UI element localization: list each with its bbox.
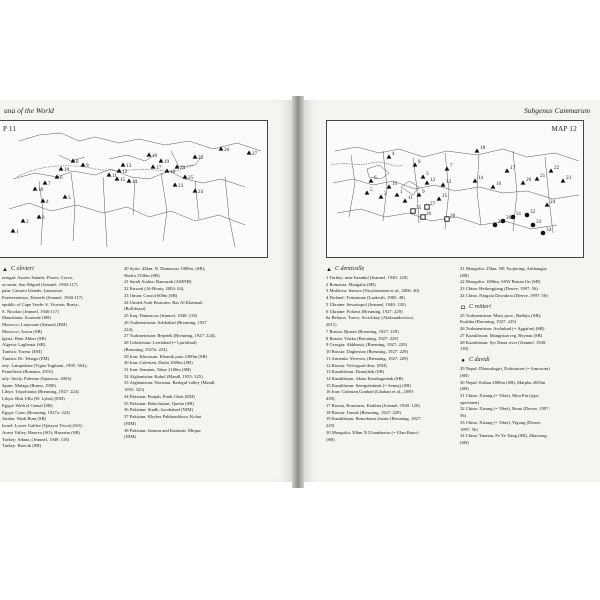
locality-entry: 28 Uzbekistan: Lerifabad (= Ljarfabad) xyxy=(124,340,197,346)
square-marker xyxy=(445,217,449,221)
triangle-marker xyxy=(33,186,38,190)
map-number-label: 33 xyxy=(536,219,542,225)
map-number-label: 3 xyxy=(426,171,429,177)
locality-entry: (SB) xyxy=(460,372,469,378)
locality-entry: 2011) xyxy=(326,322,337,328)
circle-marker xyxy=(525,213,530,218)
locality-list xyxy=(2,275,118,449)
map-number-label: 16 xyxy=(152,153,158,159)
triangle-marker xyxy=(43,180,48,184)
map-number-label: 6 xyxy=(60,175,63,181)
locality-entry: Arava Valley, Hazeva (SO); Hazerim (SB) xyxy=(2,429,80,435)
locality-entry: (SB) xyxy=(460,272,469,278)
circle-marker xyxy=(531,223,536,228)
locality-entry: 4 Finland: Tvärminne (Laakvalt, 1985: 48) xyxy=(326,295,405,301)
locality-list xyxy=(460,366,586,446)
locality-entry: Turkey: Adana, (Jeannel, 1940: 118) xyxy=(2,436,70,442)
triangle-marker xyxy=(365,190,370,194)
triangle-marker xyxy=(193,188,198,192)
triangle-marker xyxy=(441,182,446,186)
map-number-label: 14 xyxy=(478,175,484,181)
map-number-label: 17 xyxy=(156,165,162,171)
map-number-label: 12 xyxy=(122,169,128,175)
locality-entry: Jordan: Wadi Rum (SB) xyxy=(2,416,47,422)
circle-marker xyxy=(541,231,546,236)
locality-entry: specimen) xyxy=(460,399,479,405)
locality-entry: 17 Russia, Bouriazia, Kiakhta (Jeannel, 1940: 120) xyxy=(326,402,420,408)
map-number-label: 10 xyxy=(38,187,44,193)
map-number-label: 15 xyxy=(120,177,126,183)
locality-entry: 13 Kazakhstan: Dzanybek (SB) xyxy=(326,369,385,375)
map-number-label: 31 xyxy=(516,211,522,217)
circle-marker xyxy=(493,223,498,228)
triangle-marker xyxy=(173,182,178,186)
map-title-right: MAP 12 xyxy=(551,125,577,133)
distribution-map-right xyxy=(326,120,584,258)
map-number-label: 2 xyxy=(384,191,387,197)
locality-entry: 1955: 325) xyxy=(124,387,145,393)
map-number-label: 7 xyxy=(450,163,453,169)
map-number-label: 17 xyxy=(510,165,516,171)
locality-entry: 1 Turkey: near Istanbul (Jeannel, 1940: 120) xyxy=(326,275,408,280)
triangle-marker xyxy=(437,196,442,200)
map-number-label: 27 xyxy=(252,151,258,157)
locality-entry: Egypt: Wadi el Gemal (SB) xyxy=(2,402,53,408)
locality-entry: 5 Ukraine: Sevastopol (Jeannel, 1940: 120) xyxy=(326,301,406,307)
map-number-label: 22 xyxy=(554,165,560,171)
triangle-marker xyxy=(387,184,392,188)
locality-entry: 33 Afghanistan: Noristan, Barbgul valley (Mandl, xyxy=(124,380,216,386)
locality-entry: 24 United Arab Emirates: Ras Al Khaimah xyxy=(124,299,203,305)
map-number-label: 34 xyxy=(546,227,552,233)
triangle-marker xyxy=(521,180,526,184)
locality-entry: 21 Mongolia: 25km. NE Tsojtering, Arkhangay xyxy=(460,266,547,271)
map-number-label: 5 xyxy=(68,195,71,201)
locality-entry: 18 Russia: Tomsk (Breuning, 1927: 229) xyxy=(326,409,401,415)
triangle-marker xyxy=(107,172,112,176)
map-number-label: 11 xyxy=(408,195,413,201)
locality-entry: 2 Romania: Mangalia (SB) xyxy=(326,281,376,287)
left-page xyxy=(0,100,292,482)
locality-entry: 11 Armenia: Yerevan, (Breuning, 1927: 229) xyxy=(326,355,408,361)
map-number-label: 9 xyxy=(86,163,89,169)
triangle-markers-left xyxy=(11,146,252,232)
locality-entry: 229) xyxy=(326,423,335,429)
locality-entry: 38 Pakistan: Jammu and Kashmir, Mirpur xyxy=(124,427,201,433)
triangle-marker xyxy=(127,178,132,182)
map-number-label: 14 xyxy=(132,179,138,185)
locality-entry: (Bollifuzzi) xyxy=(124,306,146,312)
triangle-marker xyxy=(395,192,400,196)
species-name: C reitteri xyxy=(469,303,491,310)
map-number-label: 20 xyxy=(526,177,532,183)
map-number-label: 26 xyxy=(224,147,230,153)
species-heading-reitteri xyxy=(460,305,586,311)
map-number-label: 29 xyxy=(498,219,504,225)
triangle-marker xyxy=(11,228,16,232)
map-number-label: 1 xyxy=(400,189,403,195)
triangle-marker xyxy=(421,174,426,178)
locality-entry: Mauritania: Zouerate (SB) xyxy=(2,315,51,321)
map-left-svg xyxy=(0,121,267,257)
locality-entry: Sbeifa 1336m (SB) xyxy=(124,272,160,278)
locality-entry: 14 Kazakhstan: Aktau Kasrkugemak (SB) xyxy=(326,376,404,382)
locality-entry: 35 Pakistan: Balochistan, Quetta (SB) xyxy=(124,400,194,406)
locality-entry: 22 Mongolia: 1006m, SSW Bairan Un (SB) xyxy=(460,279,541,285)
locality-entry: 10 Russia: Daghestan (Breuning, 1927: 229) xyxy=(326,349,408,355)
locality-list xyxy=(460,313,586,353)
map-number-label: 12 xyxy=(430,177,436,183)
locality-entry: 6a Belarus: Turov; Arcichkey (Aleksandrowicz, xyxy=(326,315,414,321)
triangle-marker xyxy=(63,194,68,198)
map-number-label: 21 xyxy=(540,173,546,179)
triangle-marker xyxy=(505,168,510,172)
locality-entry: 12 Russia: Volvograd distr. (EM) xyxy=(326,362,387,368)
locality-entry: (Breuning, 1927a: 224) xyxy=(124,346,167,352)
locality-entry: Turkey: Birecik (SB) xyxy=(2,443,41,449)
locality-entry: 33 China: Xizang (= Tibet), Yigong (Deuve, xyxy=(460,419,542,425)
map-number-label: 26 xyxy=(426,211,432,217)
triangle-icon: ▲ xyxy=(2,267,8,273)
text-columns-left xyxy=(0,266,292,482)
locality-entry: 7 Russia: Rjasan (Breuning, 1927: 229) xyxy=(326,328,399,334)
triangle-marker xyxy=(545,202,550,206)
locality-list xyxy=(326,275,444,442)
locality-list xyxy=(460,266,586,299)
locality-entry: 8 Russia: Viatka (Breuning, 1927: 229) xyxy=(326,335,399,341)
column-2-left xyxy=(124,266,248,441)
map-number-label: 22 xyxy=(198,155,204,161)
map-number-label: 11 xyxy=(112,173,117,179)
map-number-label: 25 xyxy=(416,205,422,211)
column-2-right xyxy=(460,266,586,447)
locality-entry: 28 Kazakhstan: Syr Daria river (Jeannel, 1940: xyxy=(460,339,547,345)
locality-entry: 25 Iraq: Damascus (Jeannel, 1940: 118) xyxy=(124,313,198,319)
triangle-marker xyxy=(491,184,496,188)
locality-entry: Fuerteventura; Tenerife (Jeannel, 1940:117) xyxy=(2,295,83,301)
map-number-label: 18 xyxy=(480,145,486,151)
locality-entry: (SB) xyxy=(326,436,335,442)
locality-entry: taly: Lampedusa (Vigna Taglianti, 1995: 564); xyxy=(2,362,88,368)
locality-entry: 30 Nepal: Kaban 2800m (SB), Marpha 2650m xyxy=(460,379,546,385)
square-marker xyxy=(425,205,429,209)
locality-entry: Morocco: Azrou (SB) xyxy=(2,328,43,334)
map-number-label: 13 xyxy=(446,179,452,185)
triangle-marker xyxy=(561,178,566,182)
circle-marker xyxy=(511,215,516,220)
locality-entry: taly: Sicily, Palermo (Sparacio, 2003) xyxy=(2,376,72,382)
locality-entry: 36 Pakistan: Sindh, Jacobabad (NIM) xyxy=(124,407,194,413)
locality-entry: 9 Georgia: Akhhasia, (Breuning, 1927: 229) xyxy=(326,342,407,348)
right-page xyxy=(304,100,600,482)
triangle-marker xyxy=(147,152,152,156)
locality-entry: pain: Canario Islands: Lanzarote; xyxy=(2,288,64,294)
map-number-label: 8 xyxy=(418,159,421,165)
book-gutter xyxy=(292,96,304,488)
map-number-label: 18 xyxy=(170,169,176,175)
locality-entry: 34 China: Yunnan, Pe Ye Tsing (SB), Zhaotong xyxy=(460,433,547,439)
locality-entry: 26 Turkmenistan: Ashkabad (Breuning, 1927 xyxy=(124,319,207,325)
map-number-label: 7 xyxy=(48,181,51,187)
locality-entry: 23 Oman: Carool 600m (SB) xyxy=(124,292,178,298)
locality-entry: 24 China: Ningxia Dawukou (Deuve, 1997: 56) xyxy=(460,292,548,298)
triangle-marker xyxy=(379,194,384,198)
species-name: C denticolle xyxy=(335,266,365,273)
locality-entry: 56) xyxy=(460,413,467,419)
map-right-svg xyxy=(327,121,583,257)
locality-entry: Spain: Malaga (Bruno, 1990) xyxy=(2,382,56,388)
locality-entry: 16 Iran: Golestan Gonbad (Ghahari et al., 2009: xyxy=(326,389,414,395)
map-number-label: 28 xyxy=(450,213,456,219)
locality-entry: 21 Saudi Arabia: Ramazah (AMNH) xyxy=(124,279,192,285)
map-number-label: 19 xyxy=(164,159,170,165)
locality-entry: Kushka (Breuning, 1927: 225) xyxy=(460,319,517,325)
locality-entry: 22 Kuwait (Al-Houty, 2004: 62), xyxy=(124,286,185,292)
text-columns-right xyxy=(304,266,600,482)
triangle-marker xyxy=(403,198,408,202)
locality-entry: 224), xyxy=(124,326,134,332)
map-number-label: 4 xyxy=(392,151,395,157)
locality-entry: 29 Nepal: Dhawalagiri, Dohsonton (= Jomosom) xyxy=(460,366,550,372)
triangle-marker xyxy=(473,178,478,182)
triangle-marker xyxy=(425,180,430,184)
locality-entry: 27 Kazakhstan: Mangistau reg. Beynau (SB) xyxy=(460,332,543,338)
triangle-marker xyxy=(369,178,374,182)
species-heading-davidi xyxy=(460,358,586,364)
running-head-left: una of the World xyxy=(4,106,54,115)
map-number-label: 20 xyxy=(180,165,186,171)
locality-entry: Algeria: Laghouat (SB) xyxy=(2,342,46,348)
locality-entry: 27 Turkmenistan: Repetek (Breuning, 1927: 224), xyxy=(124,333,216,339)
map-number-label: 25 xyxy=(188,175,194,181)
species-heading-denticolle xyxy=(326,267,444,273)
locality-entry: Egypt: Cairo (Breuning, 1927a: 224) xyxy=(2,409,70,415)
triangle-marker xyxy=(165,168,170,172)
triangle-marker xyxy=(71,158,76,162)
map-number-label: 24 xyxy=(550,199,556,205)
triangle-marker xyxy=(121,162,126,166)
locality-entry: orcarim; San Miguel (Jeannel, 1940:117) xyxy=(2,281,78,287)
square-marker xyxy=(421,215,425,219)
circle-icon: ● xyxy=(461,358,465,365)
triangle-icon: ▲ xyxy=(326,267,332,273)
locality-entry: 19 Kazakhstan: Bomoleum chains (Breuning, 1927: xyxy=(326,416,422,422)
triangle-marker xyxy=(475,148,480,152)
triangle-marker xyxy=(549,168,554,172)
map-number-label: 16 xyxy=(496,181,502,187)
locality-entry: S. Nicolao (Jeannel, 1940:117) xyxy=(2,308,59,314)
triangle-marker xyxy=(445,166,450,170)
triangle-marker xyxy=(247,150,252,154)
running-head-right: Subgenus Cammarum xyxy=(523,106,590,115)
locality-entry: Israel: Lower Galilee (Qatayat Tivon) (SO); xyxy=(2,423,83,429)
map-title-left: P 11 xyxy=(3,125,17,133)
map-number-label: 15 xyxy=(442,193,448,199)
locality-entry: Tunisia: Tozeur (EM) xyxy=(2,349,42,355)
species-name: C olivieri xyxy=(11,266,34,273)
locality-entry: Pantelleria (Romano, 2010) xyxy=(2,369,53,375)
map-number-label: 10 xyxy=(64,167,70,173)
map-number-label: 27 xyxy=(430,201,436,207)
triangle-marker xyxy=(183,174,188,178)
locality-entry: 118) xyxy=(460,346,469,352)
map-number-label: 6 xyxy=(374,175,377,181)
locality-entry: 37 Pakistan: Khyber Pakhtunkhwa, Kohat xyxy=(124,414,202,420)
locality-entry: 32 Afghanistan: Kabul (Mandl, 1955: 325) xyxy=(124,373,203,379)
map-number-label: 3 xyxy=(42,215,45,221)
locality-entry: Libya: Tripolitania (Breuning, 1927: 224) xyxy=(2,389,79,395)
map-labels-left xyxy=(16,147,258,235)
map-number-label: 9 xyxy=(422,189,425,195)
locality-entry: epublic of Cape Verde: S. Vicente; Brava; xyxy=(2,301,79,307)
locality-entry: 439), xyxy=(326,396,336,402)
locality-entry: 30 Iran: Golestan, Dasht 1000m (SB) xyxy=(124,360,193,366)
locality-entry: 34 Pakistan: Punjab, Pindi Gheb (EM) xyxy=(124,393,195,399)
triangle-marker xyxy=(59,166,64,170)
locality-entry: ortugal: Azores Islands: Flores; Corvo, xyxy=(2,275,74,280)
locality-entry: Libya: Bitit Ullu (W. Lybia) (EM) xyxy=(2,396,65,402)
locality-entry: 6 Ukraine: Poltava (Breuning, 1927: 229) xyxy=(326,308,403,314)
locality-entry: Morocco: Laayoune (Sahara) (EM) xyxy=(2,322,67,328)
triangle-marker xyxy=(535,176,540,180)
square-icon: ◘ xyxy=(461,304,465,311)
locality-entry: (SB) xyxy=(460,440,469,446)
locality-entry: Tunisia: Dr. Tebaga (EM) xyxy=(2,355,50,361)
map-labels-right xyxy=(370,145,572,233)
map-number-label: 23 xyxy=(566,175,572,181)
locality-entry: (NIM) xyxy=(124,434,136,440)
map-number-label: 24 xyxy=(198,189,204,195)
locality-entry: 29 Iran: Khorasan, Khamik pass 2300m (SB) xyxy=(124,353,208,359)
triangle-marker xyxy=(81,162,86,166)
locality-entry: 31 China: Xizang (= Tibet), Mou Pin (type xyxy=(460,393,539,399)
locality-entry: 23 China: Heilongjiang (Deuve, 1997: 56) xyxy=(460,286,538,292)
locality-entry: 20 Syria: 42km. N. Damascus 1000m. (SB); xyxy=(124,266,206,271)
triangle-marker xyxy=(219,146,224,150)
map-number-label: 2 xyxy=(26,219,29,225)
map-number-label: 4 xyxy=(46,199,49,205)
locality-entry: (SB) xyxy=(460,386,469,392)
map-number-label: 8 xyxy=(76,159,79,165)
locality-entry: 31 Iran: Semnan, Tabar 2100m (SB) xyxy=(124,367,191,373)
triangle-marker xyxy=(159,158,164,162)
locality-entry: 20 Mongolia: 50km N Ulaanbaatar (= Ulan Bator) xyxy=(326,429,419,435)
locality-list xyxy=(124,266,248,440)
locality-entry: 25 Turkmenistan: Mary prov., Badhyz (SB); xyxy=(460,312,542,318)
locality-entry: 26 Turkmenistan: Archabad (= Aggafan) (SB) xyxy=(460,326,545,332)
map-number-label: 23 xyxy=(178,183,184,189)
locality-entry: 15 Kazakhstan: Semipalatinsk (= Semej) (SB) xyxy=(326,382,411,388)
map-number-label: 1 xyxy=(16,229,19,235)
map-number-label: 5 xyxy=(370,187,373,193)
locality-entry: 32 China: Xizang (= Tibet), Bomi (Deuve, 1997: xyxy=(460,406,550,412)
triangle-marker xyxy=(387,154,392,158)
map-number-label: 13 xyxy=(126,163,132,169)
triangle-marker xyxy=(151,164,156,168)
distribution-map-left xyxy=(0,120,268,258)
locality-entry: 1997: 56) xyxy=(460,426,478,432)
square-marker xyxy=(411,209,415,213)
locality-entry: lgeria: Beni Abbes (SB) xyxy=(2,335,47,341)
map-number-label: 30 xyxy=(506,215,512,221)
column-1-right xyxy=(326,266,444,443)
coastline-right xyxy=(331,162,403,166)
triangle-marker xyxy=(413,162,418,166)
species-heading-olivieri xyxy=(2,267,118,273)
triangle-marker xyxy=(37,214,42,218)
triangle-marker xyxy=(21,218,26,222)
map-number-label: 10 xyxy=(392,181,398,187)
triangle-marker xyxy=(193,154,198,158)
locality-entry: 3 Moldova: Ienisoa (Nicolaeseanu et al., 2006: 40) xyxy=(326,288,420,294)
species-name: C davidi xyxy=(469,357,490,364)
map-number-label: 32 xyxy=(530,209,536,215)
column-1-left xyxy=(2,266,118,450)
locality-entry: (NIM) xyxy=(124,420,136,426)
